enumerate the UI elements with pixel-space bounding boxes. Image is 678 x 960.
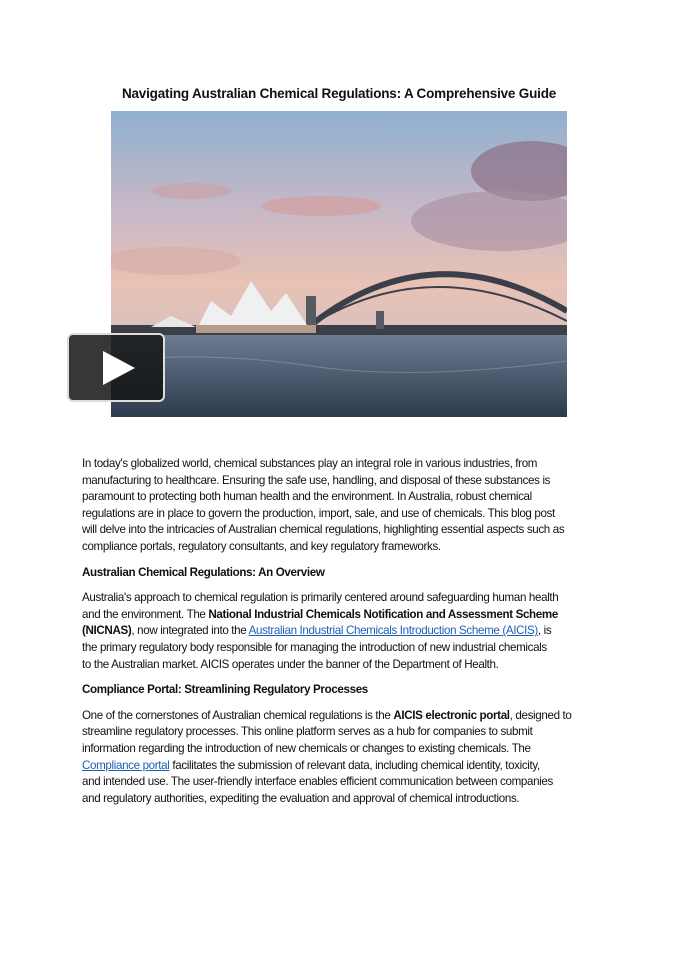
text-line <box>82 708 612 725</box>
text-span: manufacturing to healthcare. Ensuring the safe use, handling, and disposal of these substances is <box>82 473 551 487</box>
paragraph <box>82 456 612 556</box>
text-span: information regarding the introduction of new chemicals or changes to existing chemicals. The <box>82 741 531 755</box>
spacer <box>82 673 612 682</box>
text-span: , designed to <box>509 708 572 722</box>
section-heading <box>82 565 612 582</box>
text-span: One of the cornerstones of Australian chemical regulations is the <box>82 708 394 722</box>
play-icon <box>99 349 137 387</box>
text-line <box>82 724 612 741</box>
bold-text: National Industrial Chemicals Notification and Assessment Scheme <box>208 607 558 621</box>
paragraph <box>82 590 612 673</box>
text-span: and regulatory authorities, expediting the evaluation and approval of chemical introductions. <box>82 791 520 805</box>
text-span: regulations are in place to govern the production, import, sale, and use of chemicals. This blog post <box>82 506 555 520</box>
bold-text: AICIS electronic portal <box>393 708 510 722</box>
text-span: compliance portals, regulatory consultants, and key regulatory frameworks. <box>82 539 441 553</box>
page-title: Navigating Australian Chemical Regulations: A Comprehensive Guide <box>121 86 557 101</box>
article-body <box>82 456 612 816</box>
text-span: In today's globalized world, chemical substances play an integral role in various industries, from <box>82 457 538 470</box>
text-span: paramount to protecting both human health and the environment. In Australia, robust chemical <box>82 490 532 504</box>
text-span: Compliance Portal: Streamlining Regulatory Processes <box>82 683 368 697</box>
text-line <box>82 522 612 539</box>
text-line <box>82 473 612 490</box>
spacer <box>82 699 612 708</box>
spacer <box>82 581 612 590</box>
text-line <box>82 456 612 473</box>
text-line <box>82 607 612 624</box>
inline-link[interactable]: Australian Industrial Chemicals Introduction Scheme (AICIS) <box>248 624 538 638</box>
spacer <box>82 807 612 816</box>
text-line <box>82 539 612 556</box>
text-line <box>82 590 612 607</box>
text-span: and intended use. The user-friendly interface enables efficient communication between companies <box>82 775 553 789</box>
section-heading <box>82 682 612 699</box>
hero-image <box>111 111 567 417</box>
text-span: the primary regulatory body responsible for managing the introduction of new industrial chemicals <box>82 640 547 654</box>
text-line <box>82 640 612 657</box>
inline-link[interactable]: Compliance portal <box>82 758 170 772</box>
text-line <box>82 682 612 699</box>
play-video-button[interactable] <box>67 333 165 402</box>
text-line <box>82 506 612 523</box>
text-line <box>82 774 612 791</box>
text-span: Australia's approach to chemical regulation is primarily centered around safeguarding human health <box>82 591 559 605</box>
text-span: to the Australian market. AICIS operates under the banner of the Department of Health. <box>82 657 499 671</box>
text-line <box>82 791 612 808</box>
paragraph <box>82 708 612 808</box>
text-span: facilitates the submission of relevant data, including chemical identity, toxicity, <box>169 758 540 772</box>
text-span: streamline regulatory processes. This online platform serves as a hub for companies to submit <box>82 725 533 739</box>
text-span: and the environment. The <box>82 607 209 621</box>
spacer <box>82 556 612 565</box>
text-line <box>82 741 612 758</box>
text-span: will delve into the intricacies of Australian chemical regulations, highlighting essential aspects such as <box>82 523 565 537</box>
text-line <box>82 489 612 506</box>
text-span: Australian Chemical Regulations: An Overview <box>82 565 325 579</box>
text-span: , is <box>537 624 552 638</box>
text-line <box>82 565 612 582</box>
text-line <box>82 657 612 674</box>
text-line <box>82 623 612 640</box>
bold-text: (NICNAS) <box>82 624 132 638</box>
text-span: , now integrated into the <box>131 624 249 638</box>
text-line <box>82 758 612 775</box>
sydney-harbour-image <box>111 111 567 417</box>
